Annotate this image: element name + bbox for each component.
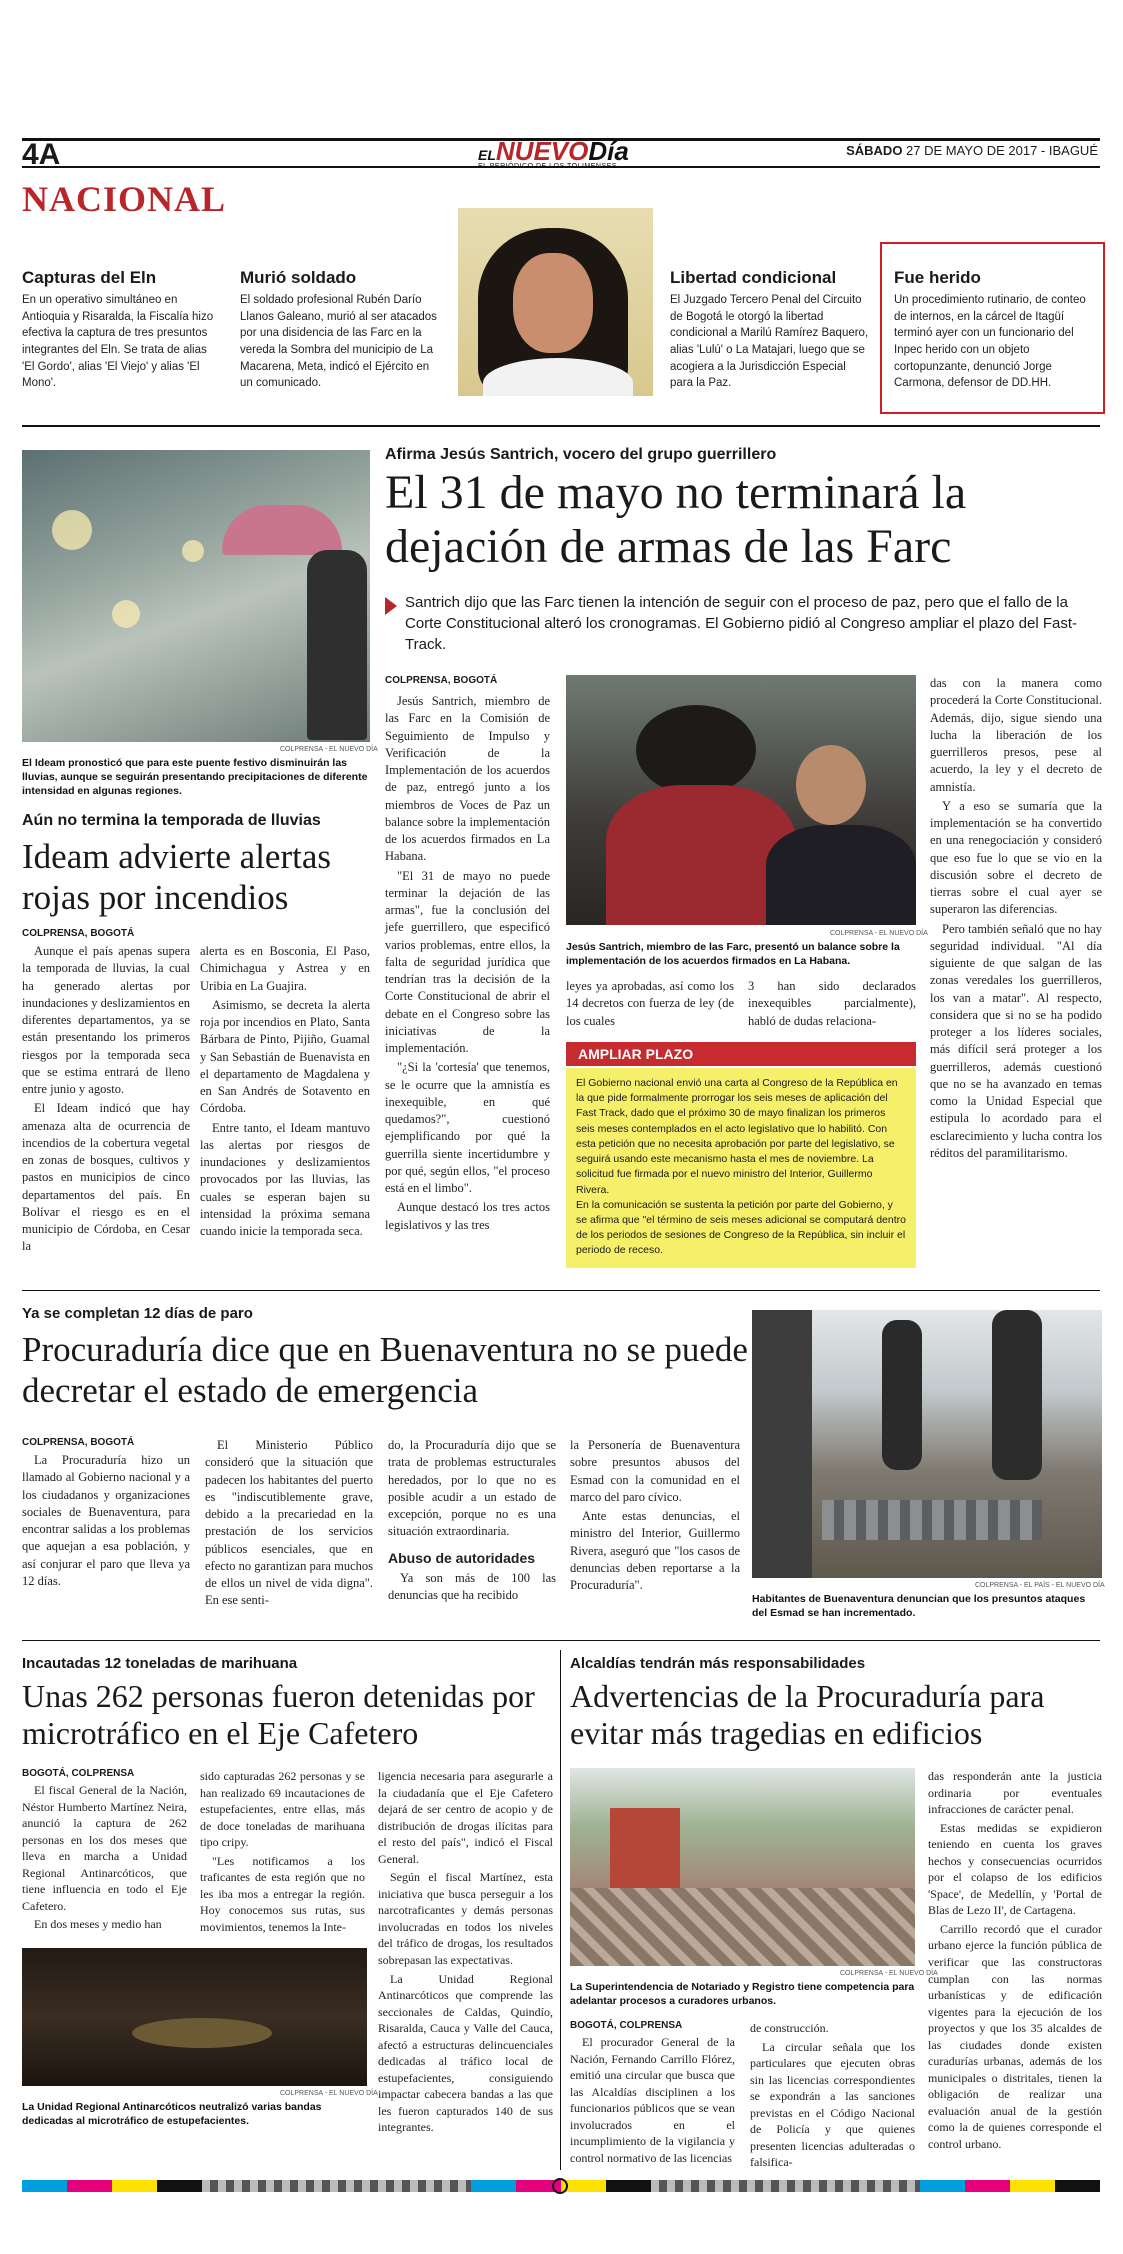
paragraph: Aunque destacó los tres actos legislativos y las tres bbox=[385, 1200, 550, 1232]
newspaper-logo bbox=[478, 136, 629, 170]
edificios-photo bbox=[570, 1768, 915, 1966]
buenaventura-column-4 bbox=[570, 1437, 740, 1596]
photo-credit: COLPRENSA - EL NUEVO DÍA bbox=[280, 746, 378, 753]
buenaventura-byline: COLPRENSA, BOGOTÁ bbox=[22, 1437, 135, 1448]
divider bbox=[22, 1290, 1100, 1291]
edificios-column-1 bbox=[570, 2034, 735, 2168]
paragraph: "El 31 de mayo no puede terminar la dejación de las armas", fue la conclusión del jefe guerrillero, que especificó varios problemas, entre ellos, la falta de seguridad jurídica que tendrían tras la decisión de la Corte Constitucional de abrir el debate en el Congreso sobre las iniciativas de la implementación. bbox=[385, 868, 550, 1055]
paragraph: la Personería de Buenaventura sobre presuntos abusos del Esmad con la comunidad en el marco del paro cívico. bbox=[570, 1438, 740, 1504]
brief-title: Murió soldado bbox=[240, 268, 357, 287]
marihuana-headline: Unas 262 personas fueron detenidas por microtráfico en el Eje Cafetero bbox=[22, 1678, 535, 1751]
marihuana-column-1 bbox=[22, 1782, 187, 1935]
brief-title: Fue herido bbox=[894, 268, 981, 287]
brief-title: Libertad condicional bbox=[670, 268, 837, 287]
photo-credit: COLPRENSA - EL PAÍS - EL NUEVO DÍA bbox=[975, 1582, 1105, 1589]
ampliar-plazo-box bbox=[566, 1068, 916, 1268]
paragraph: En dos meses y medio han bbox=[34, 1917, 162, 1932]
buenaventura-photo bbox=[752, 1310, 1102, 1578]
paragraph: Y a eso se sumaría que la implementación se ha convertido en una renegociación y consideró que eso fue lo que se vio en la discusión sobre el decreto de tierras sobre el cual ayer se superaron las diferencias. bbox=[930, 798, 1102, 917]
paragraph: Asimismo, se decreta la alerta roja por incendios en Plato, Santa Bárbara de Pinto, Pijiño, Guamal y San Sebastián de Buenavista en el departamento de Magdalena y en San Andrés de Sotavento en Córdoba. bbox=[200, 997, 370, 1116]
santrich-kicker: Afirma Jesús Santrich, vocero del grupo guerrillero bbox=[385, 446, 777, 463]
ideam-byline: COLPRENSA, BOGOTÁ bbox=[22, 928, 135, 939]
paragraph: sido capturadas 262 personas y se han realizado 69 incautaciones de estupefacientes, entre ellas, más de doce toneladas de marihuana tipo cripy. bbox=[200, 1769, 365, 1850]
brief-text: El soldado profesional Rubén Darío Llanos Galeano, murió al ser atacados por una disidencia de las Farc en la vereda la Sombra del municipio de La Macarena, Meta, indicó el Ejército en un comunicado. bbox=[240, 294, 437, 390]
paragraph: Estas medidas se expidieron teniendo en cuenta los graves hechos y consecuencias ocurridos por el colapso de los edificios 'Space', de Medellín, y 'Portal de Blas de Lezo II', de Cartagena. bbox=[928, 1820, 1102, 1918]
brief-murio bbox=[240, 268, 440, 392]
date-day: SÁBADO bbox=[846, 143, 903, 158]
ideam-headline: Ideam advierte alertas rojas por incendios bbox=[22, 837, 331, 918]
date-rest: 27 DE MAYO DE 2017 - IBAGUÉ bbox=[902, 143, 1098, 158]
edificios-column-2 bbox=[750, 2020, 915, 2173]
photo-caption: Jesús Santrich, miembro de las Farc, presentó un balance sobre la implementación de los acuerdos firmados en La Habana. bbox=[566, 941, 900, 968]
ideam-kicker: Aún no termina la temporada de lluvias bbox=[22, 812, 321, 829]
paragraph: "¿Si la 'cortesía' que tenemos, se le ocurre que la amnistía es inexequible, en qué quedamos?", cuestionó ejemplificando por qué la guerrilla siente incertidumbre y por qué, según ellos, "el proceso está en el limbo". bbox=[385, 1060, 550, 1195]
paragraph: leyes ya aprobadas, así como los 14 decretos con fuerza de ley (de los cuales bbox=[566, 979, 734, 1028]
photo-caption: La Superintendencia de Notariado y Registro tiene competencia para adelantar procesos a curadores urbanos. bbox=[570, 1981, 915, 2008]
paragraph: El procurador General de la Nación, Fernando Carrillo Flórez, emitió una circular que busca que las Alcaldías disciplinen a los funcionarios públicos que se vean involucrados en el incumplimiento de la vigilancia y control normativo de las licencias bbox=[570, 2035, 735, 2165]
santrich-column-4 bbox=[930, 675, 1102, 1164]
paragraph: Ante estas denuncias, el ministro del Interior, Guillermo Rivera, aseguró que "los casos de denuncias deben reportarse a la Procuraduría". bbox=[570, 1509, 740, 1592]
photo-caption: El Ideam pronosticó que para este puente festivo disminuirán las lluvias, aunque se seguirán presentando precipitaciones de diferente intensidad en algunas regiones. bbox=[22, 757, 368, 798]
buenaventura-column-2 bbox=[205, 1437, 373, 1612]
paragraph: Pero también señaló que no hay seguridad individual. "Al día siguiente de que salgan de las zonas veredales los guerrilleros, los van a matar". Al respecto, considera que si no se ha podido proteger a los líderes sociales, más difícil será proteger a los guerrilleros, además cuestionó que no se ha avanzado en temas como la Unidad Especial que estipula lo acordado para el esclarecimiento y lucha contra los réditos del paramilitarismo. bbox=[930, 921, 1102, 1160]
subhead: Abuso de autoridades bbox=[388, 1549, 536, 1566]
paragraph: Entre tanto, el Ideam mantuvo las alertas por riesgos de inundaciones y deslizamientos provocados por las lluvias, las cuales se esperan bajen su intensidad la próxima semana cuando inicie la temporada seca. bbox=[200, 1120, 370, 1238]
edificios-kicker: Alcaldías tendrán más responsabilidades bbox=[570, 1655, 866, 1672]
brief-libertad bbox=[670, 268, 870, 392]
buenaventura-kicker: Ya se completan 12 días de paro bbox=[22, 1305, 253, 1322]
paragraph: das responderán ante la justicia ordinaria por eventuales infracciones de carácter penal. bbox=[928, 1769, 1102, 1817]
brief-title: Capturas del Eln bbox=[22, 268, 157, 287]
santrich-column-1 bbox=[385, 693, 550, 1236]
buenaventura-column-1 bbox=[22, 1452, 190, 1592]
logo-tagline: EL PERIÓDICO DE LOS TOLIMENSES bbox=[478, 163, 617, 170]
logo-accent: NUEVO bbox=[495, 136, 589, 166]
marihuana-byline: BOGOTÁ, COLPRENSA bbox=[22, 1768, 135, 1779]
paragraph: alerta es en Bosconia, El Paso, Chimichagua y Astrea y en Uribia en La Guajira. bbox=[200, 944, 370, 993]
dateline bbox=[846, 143, 1098, 158]
paragraph: de construcción. bbox=[750, 2021, 829, 2035]
paragraph: do, la Procuraduría dijo que se trata de problemas estructurales heredados, por lo que no es posible acudir a un estado de excepción, porque no es una situación extraordinaria. bbox=[388, 1438, 556, 1539]
rain-photo bbox=[22, 450, 370, 742]
brief-capturas bbox=[22, 268, 222, 392]
ideam-column-1 bbox=[22, 943, 190, 1258]
buenaventura-headline: Procuraduría dice que en Buenaventura no se puede decretar el estado de emergencia bbox=[22, 1330, 748, 1410]
section-title: NACIONAL bbox=[22, 179, 227, 219]
marihuana-photo bbox=[22, 1948, 367, 2086]
paragraph: Ya son más de 100 las denuncias que ha recibido bbox=[388, 1570, 556, 1603]
paragraph: Según el fiscal Martínez, esta iniciativa que busca perseguir a los narcotraficantes y demás personas involucradas en todos los niveles del tráfico de drogas, los resultados sobrepasan las expectativas. bbox=[378, 1870, 553, 1968]
marihuana-kicker: Incautadas 12 toneladas de marihuana bbox=[22, 1655, 298, 1672]
santrich-headline: El 31 de mayo no terminará la dejación de armas de las Farc bbox=[385, 466, 967, 573]
logo-prefix: EL bbox=[478, 147, 496, 163]
paragraph: ligencia necesaria para asegurarle a la ciudadanía que el Eje Cafetero dejará de ser centro de acopio y de distribución de drogas ilícitas para el resto del país", indicó el Fiscal General. bbox=[378, 1769, 553, 1866]
photo-credit: COLPRENSA - EL NUEVO DÍA bbox=[280, 2090, 378, 2097]
deck-arrow-icon bbox=[385, 597, 397, 615]
registration-mark-icon bbox=[552, 2178, 568, 2194]
column-divider bbox=[560, 1650, 561, 2170]
edificios-headline: Advertencias de la Procuraduría para evitar más tragedias en edificios bbox=[570, 1678, 1045, 1751]
paragraph: El Ideam indicó que hay amenaza alta de ocurrencia de incendios de la cobertura vegetal en zonas de bosques, cultivos y pastos en municipios de cinco departamentos del país. En Bolívar el riesgo es en el municipio de Córdoba, en Cesar la bbox=[22, 1101, 190, 1254]
santrich-deck: Santrich dijo que las Farc tienen la intención de seguir con el proceso de paz, pero que el fallo de la Corte Constitucional alteró los cronogramas. El Gobierno pidió al Congreso ampliar el plazo del Fast-Track. bbox=[405, 594, 1077, 653]
paragraph: das con la manera como procederá la Corte Constitucional. Además, dijo, sigue siendo una lucha la liberación de los guerrilleros presos, pese al acuerdo, la ley y el decreto de amnistía. bbox=[930, 676, 1102, 794]
paragraph: La circular señala que los particulares que ejecuten obras sin las licencias correspondientes se expondrán a las sanciones previstas en el Código Nacional de Policía y que quienes presenten licencias adulteradas o falsifica- bbox=[750, 2039, 915, 2170]
paragraph: El fiscal General de la Nación, Néstor Humberto Martínez Neira, anunció la captura de 262 personas en los dos meses que lleva en marcha a Unidad Regional Antinarcóticos, que tiene influencia en todo el Eje Cafetero. bbox=[22, 1783, 187, 1913]
marihuana-column-2 bbox=[200, 1768, 365, 1937]
divider bbox=[22, 1640, 1100, 1641]
brief-text: Un procedimiento rutinario, de conteo de internos, en la cárcel de Itagüí terminó ayer con un funcionario del Inpec herido con un objeto cortopunzante, denunció Jorge Carmona, defensor de DD.HH. bbox=[894, 294, 1086, 390]
edificios-byline: BOGOTÁ, COLPRENSA bbox=[570, 2020, 683, 2031]
brief-photo-woman bbox=[458, 208, 653, 396]
paragraph: Aunque el país apenas supera la temporada de lluvias, la cual ha generado alertas por inundaciones y deslizamientos en diferentes departamentos, ya se están presentando los primeros riesgos por la temporada seca que se estima entrará de lleno entre junio y agosto. bbox=[22, 944, 190, 1096]
paragraph: Carrillo recordó que el curador urbano ejerce la función pública de verificar que las constructoras cumplan con las normas urbanísticas y de edificación vigentes para la ejecución de los proyectos y que los 35 alcaldes de las ciudades donde existen curadurías urbanas, además de los municipales o distritales, tienen la obligación de realizar una evaluación anual de la gestión como la de quienes corresponde el control urbano. bbox=[928, 1921, 1102, 2152]
edificios-column-3 bbox=[928, 1768, 1102, 2155]
buenaventura-column-3 bbox=[388, 1437, 556, 1606]
paragraph: El Ministerio Público consideró que la situación que padecen los habitantes del puerto es "indiscutiblemente grave, debido a la precariedad en la prestación de los servicios públicos esenciales, que en efecto no garantizan para muchos de ellos un nivel de vida digna". En ese senti- bbox=[205, 1438, 373, 1608]
logo-suffix: Día bbox=[588, 136, 629, 166]
santrich-column-2 bbox=[566, 978, 734, 1032]
paragraph: 3 han sido declarados inexequibles parcialmente), habló de dudas relaciona- bbox=[748, 979, 916, 1028]
photo-credit: COLPRENSA - EL NUEVO DÍA bbox=[830, 930, 928, 937]
paragraph: "Les notificamos a los traficantes de esta región que no les iba mos a entregar la región. Hoy conocemos sus rutas, sus movimientos, tenemos la Inte- bbox=[200, 1853, 365, 1934]
photo-caption: La Unidad Regional Antinarcóticos neutralizó varias bandas dedicadas al microtráfico de estupefacientes. bbox=[22, 2101, 322, 2128]
marihuana-column-3 bbox=[378, 1768, 553, 2138]
ampliar-plazo-header: AMPLIAR PLAZO bbox=[566, 1042, 916, 1066]
paragraph: La Unidad Regional Antinarcóticos que comprende las seccionales de Caldas, Quindío, Risaralda, Cauca y Valle del Cauca, afectó a estructuras delincuenciales dedicadas al tráfico local de estupefacientes, consiguiendo impactar cabecera bandas a las que les fueron capturados 140 de sus integrantes. bbox=[378, 1971, 553, 2135]
ideam-column-2 bbox=[200, 943, 370, 1242]
brief-fue-herido bbox=[880, 242, 1105, 414]
santrich-column-3 bbox=[748, 978, 916, 1032]
paragraph: En la comunicación se sustenta la petición por parte del Gobierno, y se afirma que "el término de seis meses adicional se computará dentro de los periodos de sesiones de Congreso de la República, sin incluir el periodo de receso. bbox=[576, 1198, 906, 1257]
photo-caption: Habitantes de Buenaventura denuncian que los presuntos ataques del Esmad se han incrementado. bbox=[752, 1593, 1086, 1620]
photo-credit: COLPRENSA - EL NUEVO DÍA bbox=[840, 1970, 938, 1977]
brief-text: El Juzgado Tercero Penal del Circuito de Bogotá le otorgó la libertad condicional a Marilú Ramírez Baquero, alias 'Lulú' o La Matajari, luego que se acogiera a la Jurisdicción Especial para la Paz. bbox=[670, 294, 869, 390]
paragraph: El Gobierno nacional envió una carta al Congreso de la República en la que pide formalmente prorrogar los seis meses de aplicación del Fast Track, dado que el próximo 30 de mayo finalizan los primeros seis meses contemplados en el acto legislativo que lo habilitó. Con esta petición que no necesita aprobación por parte del legislativo, se seguirá usando este mecanismo hasta el mes de noviembre. La solicitud fue firmada por el nuevo ministro del Interior, Guillermo Rivera. bbox=[576, 1077, 898, 1196]
paragraph: Jesús Santrich, miembro de las Farc en la Comisión de Seguimiento de Impulso y Verificación de la Implementación de los acuerdos de paz, entregó junto a los miembros de Voces de Paz un balance sobre la implementación de los acuerdos firmados en La Habana. bbox=[385, 694, 550, 864]
brief-text: En un operativo simultáneo en Antioquia y Risaralda, la Fiscalía hizo efectiva la captura de tres presuntos integrantes del Eln. Se trata de alias 'El Gordo', alias 'El Viejo' y alias 'El Mono'. bbox=[22, 294, 214, 390]
divider bbox=[22, 425, 1100, 427]
page-number: 4A bbox=[22, 138, 61, 171]
santrich-photo bbox=[566, 675, 916, 925]
paragraph: La Procuraduría hizo un llamado al Gobierno nacional y a los ciudadanos y organizaciones sociales de Buenaventura, para encontrar salidas a los problemas que aquejan a esa población, y así conjurar el paro que lleva ya 12 días. bbox=[22, 1453, 190, 1588]
santrich-byline: COLPRENSA, BOGOTÁ bbox=[385, 675, 498, 686]
